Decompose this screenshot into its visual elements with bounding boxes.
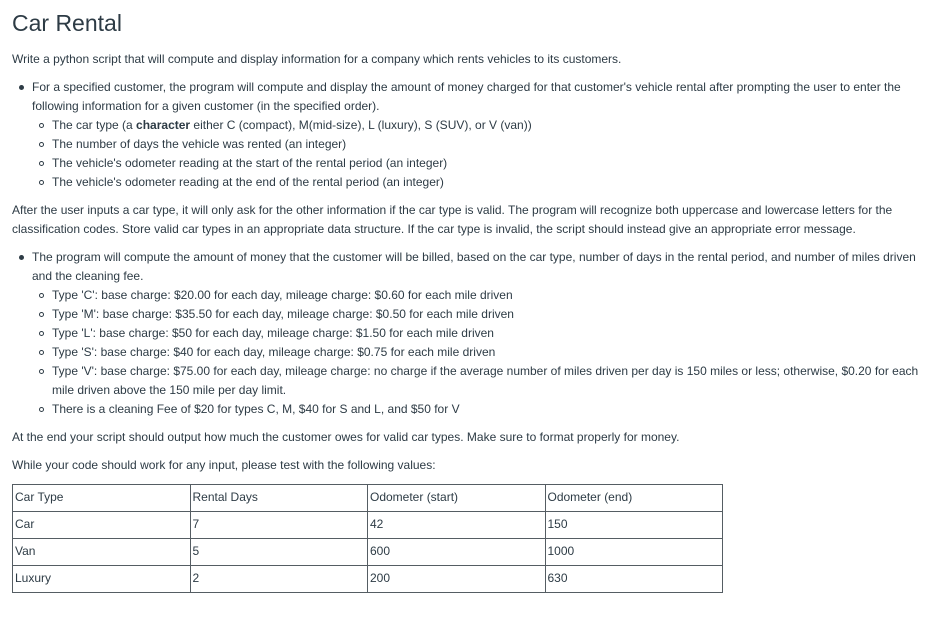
output-paragraph: At the end your script should output how much the customer owes for valid car types. Make sure to format properly for money. <box>12 430 680 444</box>
input-fields-list <box>32 116 923 192</box>
page-title: Car Rental <box>12 10 122 36</box>
car-type-text-post: either C (compact), M(mid-size), L (luxury), S (SUV), or V (van)) <box>190 118 532 132</box>
rate-list <box>32 286 923 419</box>
input-requirements-list <box>12 78 923 192</box>
table-header-cell: Odometer (start) <box>368 485 546 512</box>
table-cell: 5 <box>190 539 368 566</box>
list-item: Type 'C': base charge: $20.00 for each day, mileage charge: $0.60 for each mile driven <box>52 286 923 305</box>
list-item: The number of days the vehicle was rented (an integer) <box>52 135 923 154</box>
table-cell: 7 <box>190 512 368 539</box>
table-cell: Luxury <box>13 566 191 593</box>
list-item <box>32 248 923 419</box>
list-item: Type 'S': base charge: $40 for each day, mileage charge: $0.75 for each mile driven <box>52 343 923 362</box>
table-header-row <box>13 485 723 512</box>
table-cell: 150 <box>545 512 723 539</box>
test-values-paragraph: While your code should work for any input, please test with the following values: <box>12 458 436 472</box>
list-item: There is a cleaning Fee of $20 for types C, M, $40 for S and L, and $50 for V <box>52 400 923 419</box>
list-item <box>52 116 923 135</box>
validation-paragraph: After the user inputs a car type, it will only ask for the other information if the car type is valid. The program will recognize both uppercase and lowercase letters for the classification codes. Store valid car types in an appropriate data structure. If the car type is invalid, the script should instead give an appropriate error message. <box>12 203 893 236</box>
table-row <box>13 512 723 539</box>
character-emphasis: character <box>136 118 191 132</box>
intro-paragraph: Write a python script that will compute and display information for a company which rents vehicles to its customers. <box>12 52 622 66</box>
table-header-cell: Odometer (end) <box>545 485 723 512</box>
list-item: Type 'M': base charge: $35.50 for each day, mileage charge: $0.50 for each mile driven <box>52 305 923 324</box>
table-cell: 1000 <box>545 539 723 566</box>
table-header-cell: Car Type <box>13 485 191 512</box>
table-cell: 600 <box>368 539 546 566</box>
table-header-cell: Rental Days <box>190 485 368 512</box>
input-requirements-text: For a specified customer, the program will compute and display the amount of money charged for that customer's vehicle rental after prompting the user to enter the following information for a given customer (in the specified order). <box>32 80 901 113</box>
list-item: Type 'L': base charge: $50 for each day, mileage charge: $1.50 for each mile driven <box>52 324 923 343</box>
table-cell: 2 <box>190 566 368 593</box>
table-row <box>13 539 723 566</box>
list-item <box>32 78 923 192</box>
table-cell: Car <box>13 512 191 539</box>
list-item: The vehicle's odometer reading at the end of the rental period (an integer) <box>52 173 923 192</box>
car-type-text-pre: The car type (a <box>52 118 137 132</box>
list-item: The vehicle's odometer reading at the start of the rental period (an integer) <box>52 154 923 173</box>
table-cell: 630 <box>545 566 723 593</box>
table-cell: 200 <box>368 566 546 593</box>
table-row <box>13 566 723 593</box>
billing-rules-text: The program will compute the amount of money that the customer will be billed, based on the car type, number of days in the rental period, and number of miles driven and the cleaning fee. <box>32 250 916 283</box>
table-cell: Van <box>13 539 191 566</box>
table-cell: 42 <box>368 512 546 539</box>
list-item: Type 'V': base charge: $75.00 for each day, mileage charge: no charge if the average number of miles driven per day is 150 miles or less; otherwise, $0.20 for each mile driven above the 150 mile per day limit. <box>52 362 923 400</box>
billing-rules-list <box>12 248 923 419</box>
test-values-table <box>12 484 723 593</box>
